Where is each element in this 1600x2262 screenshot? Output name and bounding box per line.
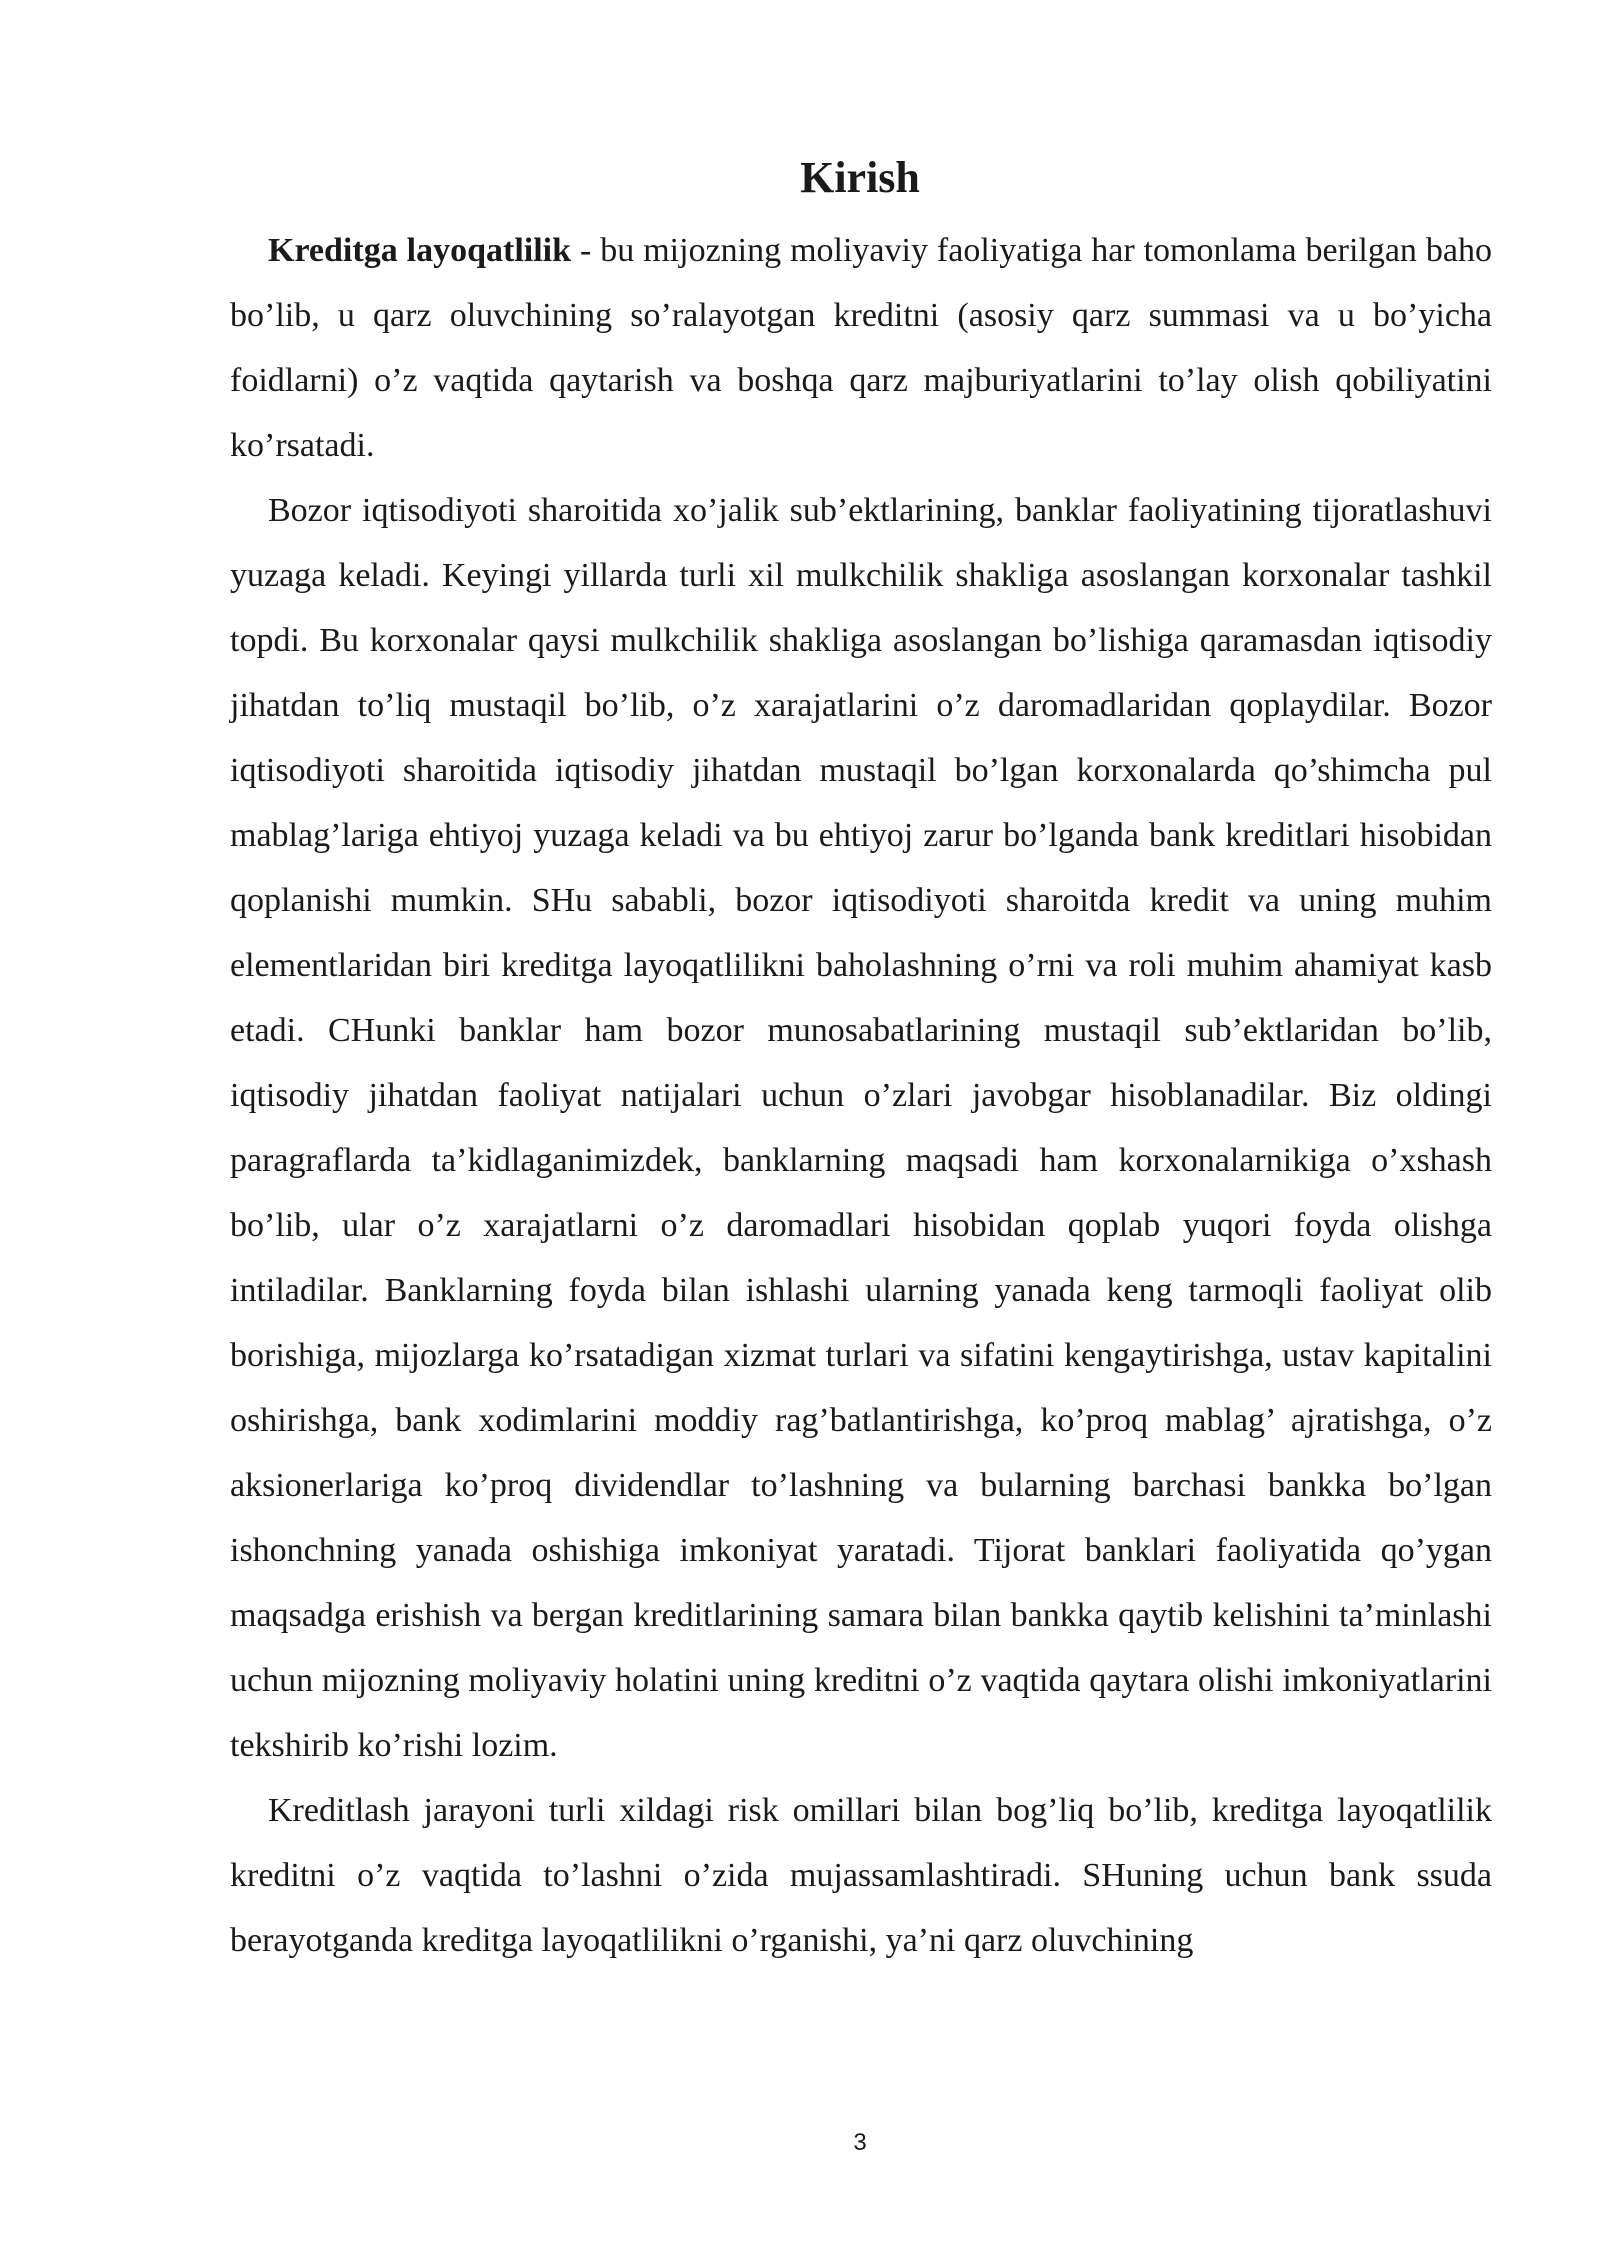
body-text <box>230 218 1492 1973</box>
definition-term: Kreditga layoqatlilik <box>268 232 572 269</box>
paragraph-definition <box>230 218 1492 478</box>
section-heading: Kirish <box>800 153 920 202</box>
paragraph-market-economy: Bozor iqtisodiyoti sharoitida xo’jalik sub’ektlarining, banklar faoliyatining tijoratlashuvi yuzaga keladi. Keyingi yillarda turli xil mulkchilik shakliga asoslangan korxonalar tashkil topdi. Bu korxonalar qaysi mulkchilik shakliga asoslangan bo’lishiga qaramasdan iqtisodiy jihatdan to’liq mustaqil bo’lib, o’z xarajatlarini o’z daromadlaridan qoplaydilar. Bozor iqtisodiyoti sharoitida iqtisodiy jihatdan mustaqil bo’lgan korxonalarda qo’shimcha pul mablag’lariga ehtiyoj yuzaga keladi va bu ehtiyoj zarur bo’lganda bank kreditlari hisobidan qoplanishi mumkin. SHu sababli, bozor iqtisodiyoti sharoitda kredit va uning muhim elementlaridan biri kreditga layoqatlilikni baholashning o’rni va roli muhim ahamiyat kasb etadi. CHunki banklar ham bozor munosabatlarining mustaqil sub’ektlaridan bo’lib, iqtisodiy jihatdan faoliyat natijalari uchun o’zlari javobgar hisoblanadilar. Biz oldingi paragraflarda ta’kidlaganimizdek, banklarning maqsadi ham korxonalarnikiga o’xshash bo’lib, ular o’z xarajatlarni o’z daromadlari hisobidan qoplab yuqori foyda olishga intiladilar. Banklarning foyda bilan ishlashi ularning yanada keng tarmoqli faoliyat olib borishiga, mijozlarga ko’rsatadigan xizmat turlari va sifatini kengaytirishga, ustav kapitalini oshirishga, bank xodimlarini moddiy rag’batlantirishga, ko’proq mablag’ ajratishga, o’z aksionerlariga ko’proq dividendlar to’lashning va bularning barchasi bankka bo’lgan ishonchning yanada oshishiga imkoniyat yaratadi. Tijorat banklari faoliyatida qo’ygan maqsadga erishish va bergan kreditlarining samara bilan bankka qaytib kelishini ta’minlashi uchun mijozning moliyaviy holatini uning kreditni o’z vaqtida qaytara olishi imkoniyatlarini tekshirib ko’rishi lozim. <box>230 492 1492 1764</box>
paragraph-crediting-process: Kreditlash jarayoni turli xildagi risk omillari bilan bog’liq bo’lib, kreditga layoqatlilik kreditni o’z vaqtida to’lashni o’zida mujassamlashtiradi. SHuning uchun bank ssuda berayotganda kreditga layoqatlilikni o’rganishi, ya’ni qarz oluvchining <box>230 1792 1492 1959</box>
page-number: 3 <box>853 2129 867 2156</box>
definition-text: - bu mijozning moliyaviy faoliyatiga har tomonlama berilgan baho bo’lib, u qarz oluvchining so’ralayotgan kreditni (asosiy qarz summasi va u bo’yicha foidlarni) o’z vaqtida qaytarish va boshqa qarz majburiyatlarini to’lay olish qobiliyatini ko’rsatadi. <box>230 232 1492 464</box>
